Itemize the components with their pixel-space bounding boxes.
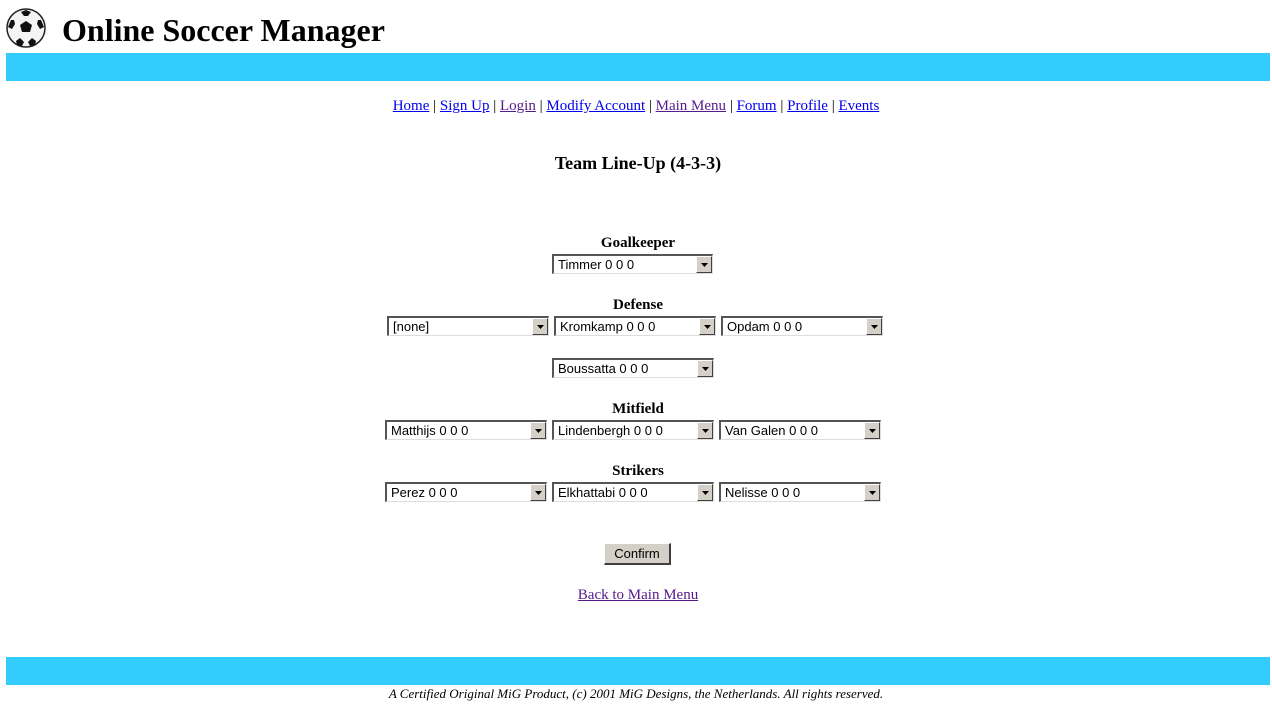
strikers-select-2[interactable] bbox=[552, 482, 714, 502]
nav-separator: | bbox=[493, 98, 497, 114]
defense-select-2-value: Kromkamp 0 0 0 bbox=[560, 319, 656, 334]
nav-separator: | bbox=[433, 98, 437, 114]
nav-main-menu-link[interactable]: Main Menu bbox=[655, 98, 727, 114]
nav-home-link[interactable]: Home bbox=[392, 98, 430, 114]
midfield-heading: Mitfield bbox=[612, 401, 664, 417]
chevron-down-icon[interactable] bbox=[697, 484, 713, 501]
defense-select-2[interactable] bbox=[554, 316, 716, 336]
chevron-down-icon[interactable] bbox=[864, 422, 880, 439]
strikers-select-1-value: Perez 0 0 0 bbox=[391, 485, 458, 500]
strikers-select-3-value: Nelisse 0 0 0 bbox=[725, 485, 801, 500]
nav-modify-account-link[interactable]: Modify Account bbox=[546, 98, 646, 114]
nav-separator: | bbox=[831, 98, 835, 114]
midfield-select-1-value: Matthijs 0 0 0 bbox=[391, 423, 469, 438]
defense-heading: Defense bbox=[613, 297, 663, 313]
chevron-down-icon[interactable] bbox=[864, 484, 880, 501]
strikers-select-1[interactable] bbox=[385, 482, 547, 502]
defense-select-4[interactable] bbox=[552, 358, 714, 378]
main-navigation bbox=[0, 98, 1272, 115]
chevron-down-icon[interactable] bbox=[530, 484, 546, 501]
strikers-heading: Strikers bbox=[612, 463, 664, 479]
nav-separator: | bbox=[729, 98, 733, 114]
nav-login-link[interactable]: Login bbox=[500, 98, 536, 114]
midfield-select-2[interactable] bbox=[552, 420, 714, 440]
nav-forum-link[interactable]: Forum bbox=[736, 98, 777, 114]
defense-select-4-value: Boussatta 0 0 0 bbox=[558, 361, 649, 376]
chevron-down-icon[interactable] bbox=[699, 318, 715, 335]
defense-select-3-value: Opdam 0 0 0 bbox=[727, 319, 803, 334]
strikers-select-3[interactable] bbox=[719, 482, 881, 502]
bottom-banner-bar bbox=[6, 657, 1270, 685]
page-header bbox=[6, 6, 1270, 52]
goalkeeper-select-value: Timmer 0 0 0 bbox=[558, 257, 635, 272]
midfield-select-3[interactable] bbox=[719, 420, 881, 440]
defense-select-1[interactable] bbox=[387, 316, 549, 336]
confirm-button[interactable]: Confirm bbox=[604, 543, 671, 565]
strikers-select-2-value: Elkhattabi 0 0 0 bbox=[558, 485, 648, 500]
chevron-down-icon[interactable] bbox=[532, 318, 548, 335]
chevron-down-icon[interactable] bbox=[696, 256, 712, 273]
defense-select-1-value: [none] bbox=[393, 319, 430, 334]
nav-separator: | bbox=[539, 98, 543, 114]
chevron-down-icon[interactable] bbox=[866, 318, 882, 335]
chevron-down-icon[interactable] bbox=[697, 360, 713, 377]
nav-separator: | bbox=[780, 98, 784, 114]
nav-profile-link[interactable]: Profile bbox=[787, 98, 828, 114]
defense-select-3[interactable] bbox=[721, 316, 883, 336]
footer-copyright: A Certified Original MiG Product, (c) 2001 MiG Designs, the Netherlands. All rights reserved. bbox=[388, 686, 884, 701]
back-link-container bbox=[0, 587, 1272, 604]
soccer-ball-icon bbox=[6, 8, 46, 48]
chevron-down-icon[interactable] bbox=[697, 422, 713, 439]
site-title: Online Soccer Manager bbox=[62, 12, 385, 48]
nav-sign-up-link[interactable]: Sign Up bbox=[439, 98, 490, 114]
nav-separator: | bbox=[648, 98, 652, 114]
midfield-select-3-value: Van Galen 0 0 0 bbox=[725, 423, 818, 438]
goalkeeper-heading: Goalkeeper bbox=[600, 235, 676, 251]
page-title: Team Line-Up (4-3-3) bbox=[554, 153, 722, 173]
top-banner-bar bbox=[6, 53, 1270, 81]
nav-events-link[interactable]: Events bbox=[838, 98, 880, 114]
back-to-main-menu-link[interactable]: Back to Main Menu bbox=[577, 587, 699, 603]
midfield-select-2-value: Lindenbergh 0 0 0 bbox=[558, 423, 663, 438]
chevron-down-icon[interactable] bbox=[530, 422, 546, 439]
midfield-select-1[interactable] bbox=[385, 420, 547, 440]
goalkeeper-select[interactable] bbox=[552, 254, 713, 274]
